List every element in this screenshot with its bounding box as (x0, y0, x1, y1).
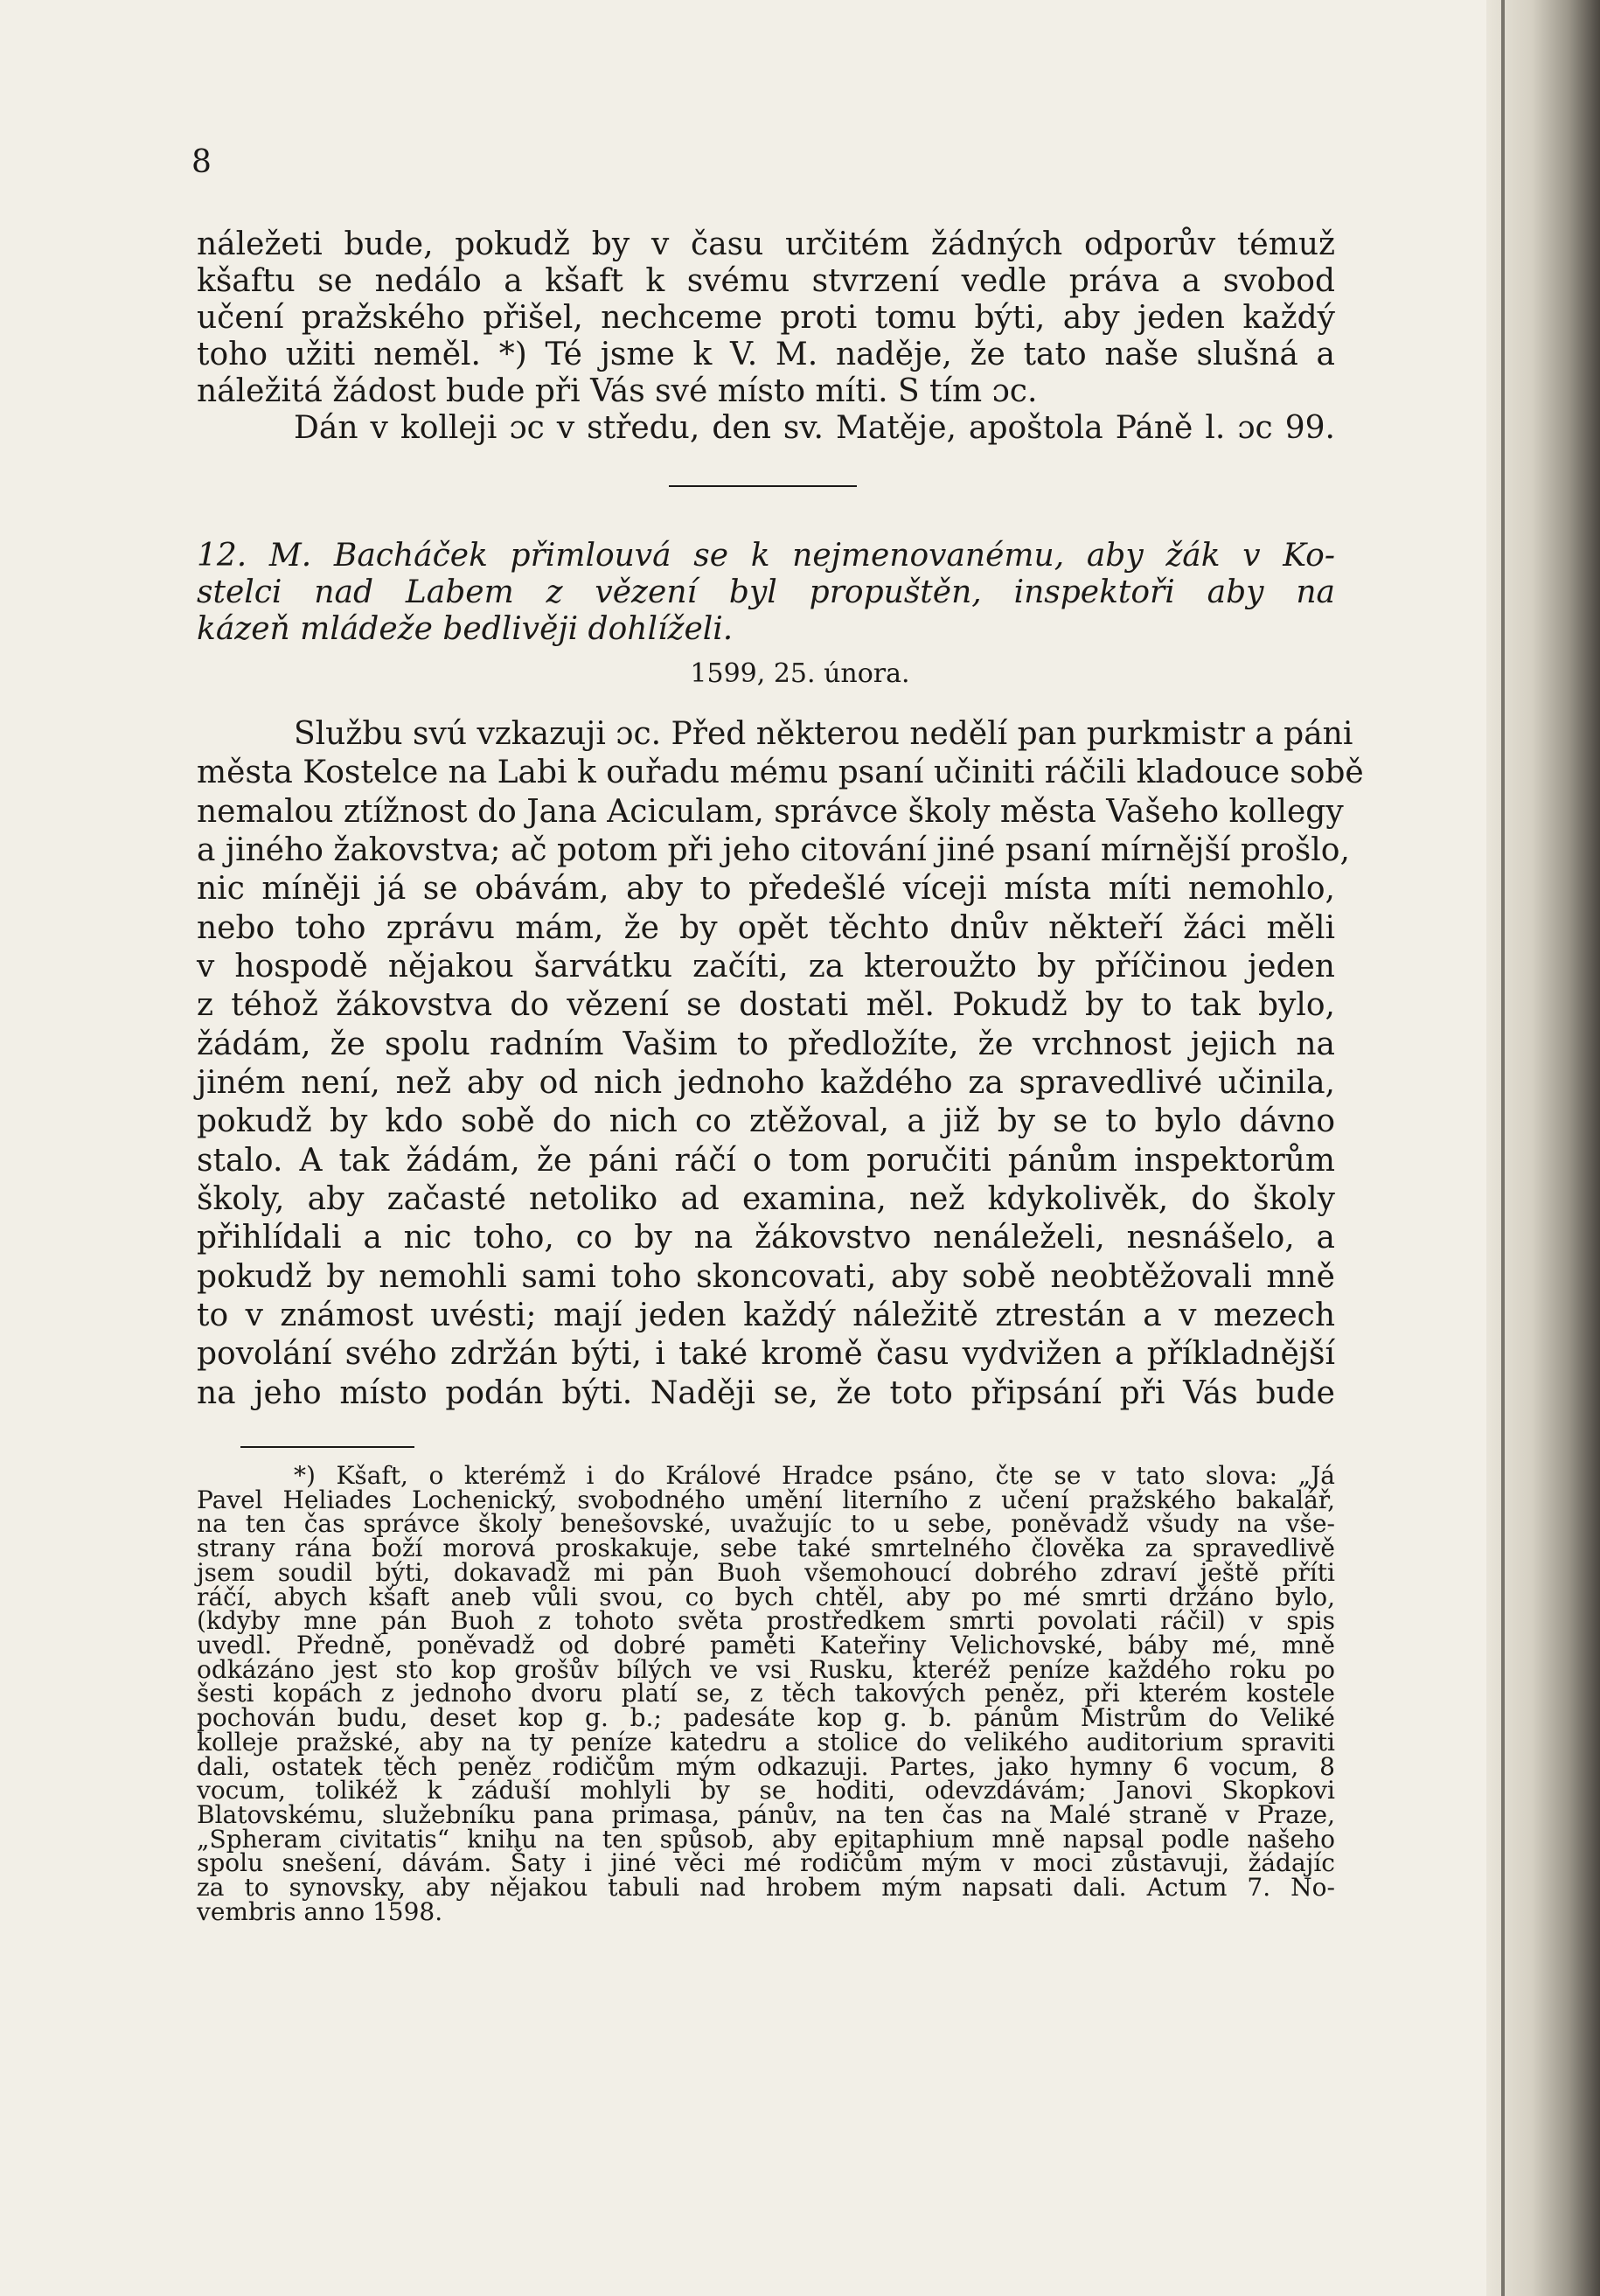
footnote-line: Blatovskému, služebníku pana primasa, pánův, na ten čas na Malé straně v Praze, (197, 1800, 1335, 1829)
footnote-line: *) Kšaft, o kterémž i do Králové Hradce psáno, čte se v tato slova: „Já (294, 1461, 1335, 1490)
letter-body-line: na jeho místo podán býti. Naději se, že toto připsání při Vás bude (197, 1375, 1335, 1411)
letter-body-line: to v známost uvésti; mají jeden každý náležitě ztrestán a v mezech (197, 1298, 1335, 1333)
intro-date-line: Dán v kolleji ɔc v středu, den sv. Matěje, apoštola Páně l. ɔc 99. (294, 410, 1335, 446)
letter-body-line: školy, aby začasté netoliko ad examina, než kdykolivěk, do školy (197, 1181, 1335, 1217)
section-divider (669, 485, 857, 487)
footnote-line: odkázáno jest sto kop grošův bílých ve vsi Rusku, kteréž peníze každého roku po (197, 1655, 1335, 1684)
footnote-line: ráčí, abych kšaft aneb vůli svou, co bych chtěl, aby po mé smrti držáno bylo, (197, 1583, 1335, 1611)
footnote-divider (240, 1446, 414, 1448)
letter-date: 1599, 25. února. (690, 658, 910, 689)
letter-body-line: povolání svého zdržán býti, i také kromě času vydvižen a příkladnější (197, 1336, 1335, 1372)
footnote-line: na ten čas správce školy benešovské, uvažujíc to u sebe, poněvadž všudy na vše- (197, 1509, 1335, 1538)
letter-heading-line: kázeň mládeže bedlivěji dohlíželi. (197, 611, 734, 647)
letter-body-line: žádám, že spolu radním Vašim to předložíte, že vrchnost jejich na (197, 1026, 1335, 1062)
letter-body-line: pokudž by nemohli sami toho skoncovati, aby sobě neobtěžovali mně (197, 1259, 1335, 1295)
footnote-line: vembris anno 1598. (197, 1897, 443, 1926)
intro-line: kšaftu se nedálo a kšaft k svému stvrzení vedle práva a svobod (197, 263, 1335, 299)
book-spine-edge (1501, 0, 1505, 2296)
letter-body-line: nemalou ztížnost do Jana Aciculam, správce školy města Vašeho kollegy (197, 794, 1344, 830)
letter-heading-line: 12. M. Bacháček přimlouvá se k nejmenovanému, aby žák v Ko- (197, 538, 1335, 574)
footnote-line: za to synovsky, aby nějakou tabuli nad hrobem mým napsati dali. Actum 7. No- (197, 1873, 1335, 1902)
page-number: 8 (191, 144, 212, 180)
letter-body-line: a jiného žakovstva; ač potom při jeho citování jiné psaní mírnější prošlo, (197, 832, 1350, 868)
footnote-line: (kdyby mne pán Buoh z tohoto světa prostředkem smrti povolati ráčil) v spis (197, 1606, 1335, 1635)
letter-body-line: přihlídali a nic toho, co by na žákovstvo nenáleželi, nesnášelo, a (197, 1220, 1335, 1256)
letter-body-line: z téhož žákovstva do vězení se dostati měl. Pokudž by to tak bylo, (197, 987, 1335, 1023)
letter-body-line: jiném není, než aby od nich jednoho každého za spravedlivé učinila, (197, 1065, 1335, 1101)
footnote-line: „Spheram civitatis“ knihu na ten spůsob, aby epitaphium mně napsal podle našeho (197, 1825, 1335, 1854)
letter-body-line: nebo toho zprávu mám, že by opět těchto dnův někteří žáci měli (197, 910, 1335, 946)
letter-body-line: stalo. A tak žádám, že páni ráčí o tom poručiti pánům inspektorům (197, 1143, 1335, 1179)
footnote-line: šesti kopách z jednoho dvoru platí se, z těch takových peněz, při kterém kostele (197, 1679, 1335, 1708)
footnote-line: pochován budu, deset kop g. b.; padesáte kop g. b. pánům Mistrům do Veliké (197, 1703, 1335, 1732)
footnote-line: vocum, tolikéž k záduší mohlyli by se hoditi, odevzdávám; Janovi Skopkovi (197, 1776, 1335, 1805)
letter-body-line: nic míněji já se obávám, aby to předešlé víceji místa míti nemohlo, (197, 871, 1335, 907)
footnote-line: Pavel Heliades Lochenický, svobodného umění literního z učení pražského bakalář, (197, 1485, 1335, 1514)
footnote-line: dali, ostatek těch peněz rodičům mým odkazuji. Partes, jako hymny 6 vocum, 8 (197, 1752, 1335, 1781)
letter-body-line: v hospodě nějakou šarvátku začíti, za kteroužto by příčinou jeden (197, 949, 1335, 984)
letter-body-line: města Kostelce na Labi k ouřadu mému psaní učiniti ráčili kladouce sobě (197, 755, 1364, 790)
letter-body-line: pokudž by kdo sobě do nich co ztěžoval, a již by se to bylo dávno (197, 1103, 1335, 1139)
letter-heading-line: stelci nad Labem z vězení byl propuštěn, inspektoři aby na (197, 574, 1335, 610)
footnote-line: spolu snešení, dávám. Šaty i jiné věci mé rodičům mým v moci zůstavuji, žádajíc (197, 1848, 1335, 1877)
footnote-line: uvedl. Předně, poněvadž od dobré paměti Kateřiny Velichovské, báby mé, mně (197, 1631, 1335, 1659)
intro-line: učení pražského přišel, nechceme proti tomu býti, aby jeden každý (197, 300, 1335, 336)
footnote-line: jsem soudil býti, dokavadž mi pán Buoh všemohoucí dobrého zdraví ještě příti (197, 1558, 1335, 1587)
footnote-line: kolleje pražské, aby na ty peníze katedru a stolice do velikého auditorium spraviti (197, 1728, 1335, 1757)
footnote-line: strany rána boží morová proskakuje, sebe také smrtelného člověka za spravedlivě (197, 1534, 1335, 1562)
intro-line: toho užiti neměl. *) Té jsme k V. M. naděje, že tato naše slušná a (197, 337, 1335, 372)
intro-line: náležeti bude, pokudž by v času určitém žádných odporův témuž (197, 226, 1335, 262)
letter-body-line: Službu svú vzkazuji ɔc. Před některou nedělí pan purkmistr a páni (294, 716, 1353, 752)
intro-line: náležitá žádost bude při Vás své místo míti. S tím ɔc. (197, 373, 1038, 409)
